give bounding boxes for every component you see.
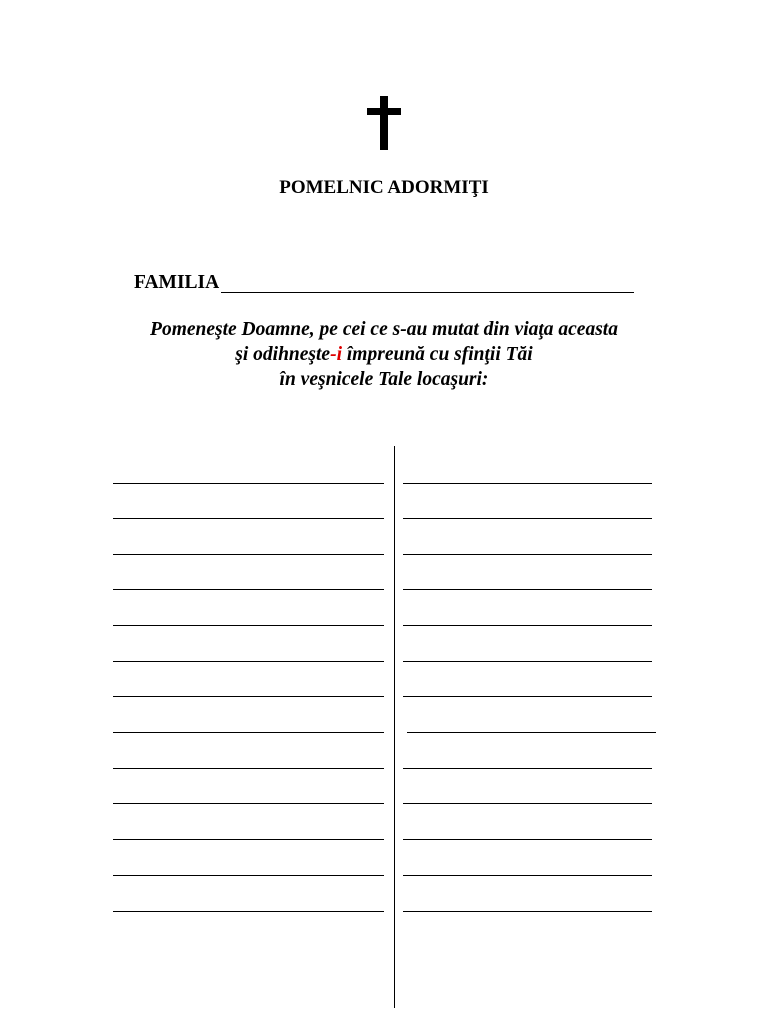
name-blank-line (113, 803, 384, 804)
name-blank-line (403, 875, 652, 876)
name-blank-line (113, 661, 384, 662)
page-title: POMELNIC ADORMIŢI (279, 177, 489, 198)
name-blank-line (403, 589, 652, 590)
prayer-line-3: în veşnicele Tale locaşuri: (279, 369, 489, 390)
name-blank-line (403, 911, 652, 912)
name-blank-line (113, 554, 384, 555)
name-blank-line (113, 911, 384, 912)
prayer-line-2-red-suffix: -i (330, 344, 343, 365)
prayer-line-2 (0, 342, 768, 367)
cross-icon (366, 95, 402, 151)
name-blank-line (407, 732, 656, 733)
name-blank-line (113, 875, 384, 876)
prayer-line-2-end: împreună cu sfinţii Tăi (342, 344, 533, 365)
name-blank-line (113, 696, 384, 697)
name-blank-line (113, 839, 384, 840)
name-blank-line (403, 803, 652, 804)
name-blank-line (113, 625, 384, 626)
name-blank-line (113, 518, 384, 519)
family-blank-line (221, 292, 634, 293)
column-divider (394, 446, 395, 1008)
name-blank-line (113, 768, 384, 769)
prayer-line-2-start: şi odihneşte (235, 344, 331, 365)
name-blank-line (403, 839, 652, 840)
name-blank-line (403, 483, 652, 484)
name-blank-line (113, 589, 384, 590)
name-blank-line (403, 661, 652, 662)
name-blank-line (403, 518, 652, 519)
name-blank-line (403, 625, 652, 626)
name-blank-line (403, 768, 652, 769)
prayer-line-1: Pomeneşte Doamne, pe cei ce s-au mutat din viaţa aceasta (150, 319, 618, 340)
family-label: FAMILIA (134, 272, 220, 293)
name-blank-line (403, 696, 652, 697)
name-blank-line (113, 732, 384, 733)
prayer-text (0, 317, 768, 392)
name-blank-line (113, 483, 384, 484)
name-blank-line (403, 554, 652, 555)
